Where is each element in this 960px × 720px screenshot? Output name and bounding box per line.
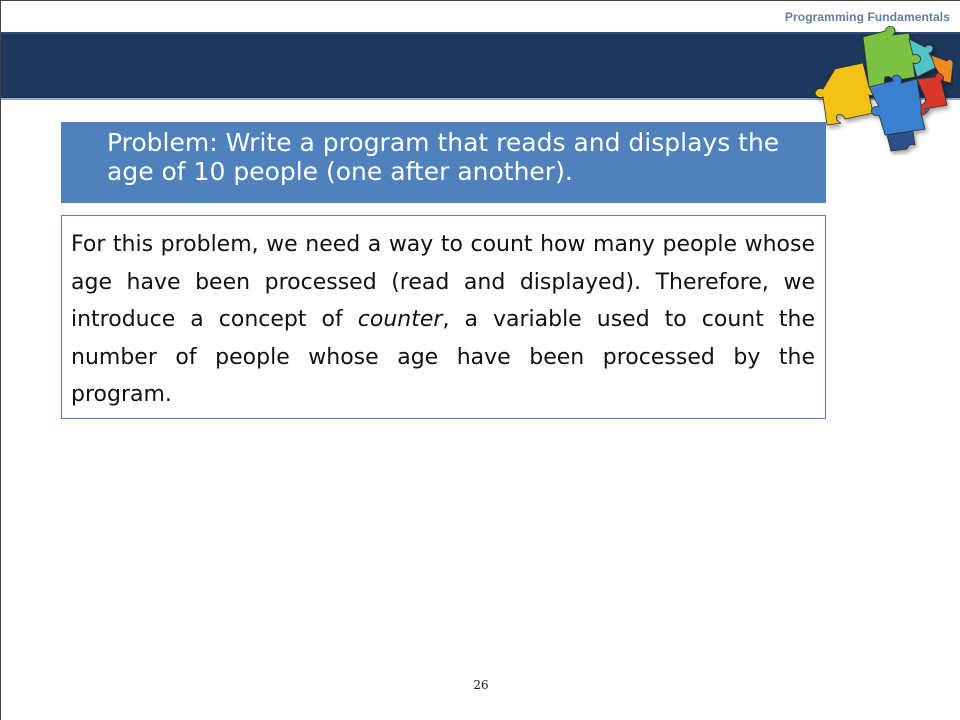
explanation-text [71, 226, 815, 414]
puzzle-piece-green [863, 27, 921, 88]
problem-statement-box [61, 122, 826, 203]
puzzle-piece-dark [887, 131, 915, 151]
page-number: 26 [473, 678, 489, 692]
puzzle-pieces-icon [813, 25, 953, 155]
explanation-box [61, 215, 826, 419]
explanation-text-start: For this problem, we need a way to count how many people whose age have been processed (read and displayed). Therefore, we introduce a concept of [71, 232, 815, 332]
counter-term: counter [357, 307, 443, 332]
puzzle-piece-red [917, 73, 947, 116]
explanation-text-end: , a variable used to count the number of people whose age have been processed by the program. [71, 307, 816, 407]
course-title: Programming Fundamentals [784, 10, 950, 24]
problem-statement: Problem: Write a program that reads and displays the age of 10 people (one after another). [107, 128, 780, 186]
